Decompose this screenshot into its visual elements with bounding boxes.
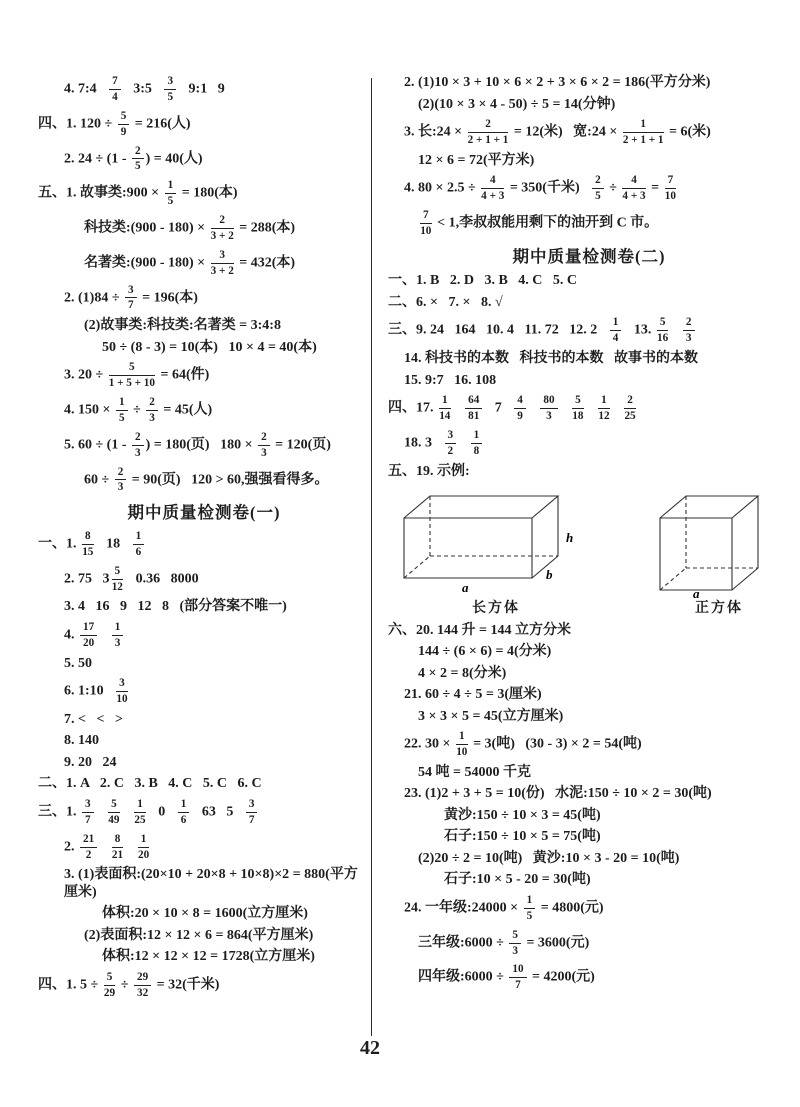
math-text: 体积:12 × 12 × 12 = 1728(立方厘米) [102,949,315,965]
math-text: 8. 140 [64,733,99,749]
fraction: $\frac{4}{4 + 3}$ [481,174,505,203]
math-text: 54 吨 = 54000 千克 [418,764,531,780]
fraction: $\frac{1}{10}$ [456,730,468,758]
math-text [96,804,107,819]
cuboid-label-b: b [546,567,553,583]
fraction: $\frac{2}{3}$ [258,431,270,460]
fraction: $\frac{1}{5}$ [165,179,177,208]
math-text [586,401,597,416]
math-text: = 12(米) 宽:24 × [510,124,621,140]
answer-line [38,598,370,616]
fraction: $\frac{4}{4 + 3}$ [622,174,646,203]
math-text: 3. 长:24 × [404,124,466,140]
math-text: 一、1. B 2. D 3. B 4. C 5. C [388,273,578,289]
fraction: $\frac{1}{25}$ [134,797,146,826]
math-text [122,804,133,819]
math-text: 四、1. 5 ÷ [38,977,102,993]
math-text: 石子:10 × 5 - 20 = 30(吨) [444,872,591,888]
cuboid-drawing [396,486,596,598]
fraction: $\frac{3}{7}$ [246,798,258,827]
math-text: = [647,180,663,196]
math-text: 15. 9:7 16. 108 [404,372,497,388]
math-text: 0.36 8000 [125,571,199,587]
math-text [125,839,136,854]
math-text [99,627,110,642]
math-text: 60 ÷ [84,472,113,488]
math-text: 5. 50 [64,655,92,671]
math-text: 五、19. 示例: [388,463,470,479]
math-text: = 196(本) [138,290,198,306]
answer-line [38,797,370,828]
answer-line [38,144,370,175]
math-text: = 350(千米) [506,180,591,196]
math-text: (2)故事类:科技类:名著类 = 3:4:8 [84,318,281,334]
math-text: 9:1 9 [178,81,225,97]
fraction: $\frac{5}{12}$ [111,564,123,593]
answer-line [38,948,370,966]
math-text [612,401,623,416]
math-text: ÷ [129,402,145,418]
answer-line [38,775,370,793]
fraction: $\frac{8}{15}$ [82,529,94,558]
fraction: $\frac{80}{3}$ [540,394,557,423]
answer-line [388,962,790,993]
answer-line [38,866,370,901]
answer-line [388,850,790,868]
fraction: $\frac{2}{3}$ [115,466,127,495]
answer-line [38,109,370,140]
fraction: $\frac{1}{3}$ [112,621,124,650]
math-text: = 6(米) [665,124,711,140]
fraction: $\frac{1}{5}$ [524,894,536,923]
fraction: $\frac{7}{10}$ [664,174,676,203]
answer-line [388,117,790,148]
math-text: 石子:150 ÷ 10 × 5 = 75(吨) [444,829,601,845]
math-text: = 180(本) [178,185,238,201]
math-text: 三、9. 24 164 10. 4 11. 72 12. 2 [388,322,608,338]
fraction: $\frac{1}{14}$ [439,394,451,422]
answer-line [38,74,370,105]
fraction: $\frac{2}{3 + 2}$ [210,214,234,242]
fraction: $\frac{2}{5}$ [132,145,144,174]
math-text: = 3(吨) (30 - 3) × 2 = 54(吨) [469,736,642,752]
fraction: $\frac{7}{10}$ [420,209,432,237]
math-text: 3. 20 ÷ [64,367,107,383]
fraction: $\frac{29}{32}$ [134,971,151,1000]
answer-line [388,928,790,959]
answer-line [388,96,790,114]
cube-figure [654,486,784,618]
math-text: 2. 75 3 [64,571,110,587]
answer-line [388,393,790,424]
answer-line [388,622,790,640]
answer-line [388,372,790,390]
answer-line [388,152,790,170]
math-text: (2)(10 × 3 × 4 - 50) ÷ 5 = 14(分钟) [418,96,616,112]
fraction: $\frac{3}{2}$ [445,429,457,458]
answer-line [388,871,790,889]
math-text: 4. 150 × [64,402,114,418]
answer-line [38,529,370,560]
math-text: (2)表面积:12 × 12 × 6 = 864(平方厘米) [84,927,314,943]
fraction: $\frac{1}{2 + 1 + 1}$ [622,118,664,146]
answer-line [388,74,790,92]
answer-line [388,729,790,760]
math-text [560,401,571,416]
math-text: = 45(人) [159,402,213,418]
answer-line [388,643,790,661]
solid-figures [396,486,790,618]
math-text: 一、1. [38,536,80,552]
fraction: $\frac{5}{9}$ [118,110,130,139]
fraction: $\frac{1}{12}$ [598,394,610,422]
math-text [453,401,464,416]
answer-line [38,732,370,750]
math-text: 50 ÷ (8 - 3) = 10(本) 10 × 4 = 40(本) [102,339,317,355]
column-divider [371,78,372,1036]
math-text: 四年级:6000 ÷ [418,969,508,985]
answer-line [38,213,370,244]
cube-caption: 正方体 [695,601,743,617]
math-text: 二、1. A 2. C 3. B 4. C 5. C 6. C [38,776,262,792]
math-text: 23. (1)2 + 3 + 5 = 10(份) 水泥:150 ÷ 10 × 2 = 30(吨) [404,786,712,802]
math-text: = 4800(元) [537,900,604,916]
math-text: 144 ÷ (6 × 6) = 4(分米) [418,644,552,660]
math-text [99,839,110,854]
math-text [528,401,539,416]
math-text: 3:5 [122,81,163,97]
answer-line [388,764,790,782]
math-text: 三、1. [38,804,80,820]
math-text: = 432(本) [235,255,296,271]
answer-line [38,248,370,279]
math-text: 4. [64,627,78,643]
math-text: = 4200(元) [528,969,595,985]
section-heading: 期中质量检测卷(二) [512,246,666,266]
math-text: 12 × 6 = 72(平方米) [418,152,535,168]
math-text: 3. 4 16 9 12 8 (部分答案不唯一) [64,599,287,615]
answer-line [388,785,790,803]
answer-line [388,315,790,346]
math-text: 24. 一年级:24000 × [404,900,522,916]
fraction: $\frac{7}{4}$ [109,75,121,104]
answer-line [388,665,790,683]
fraction: $\frac{3}{3 + 2}$ [210,248,234,277]
fraction: $\frac{10}{7}$ [509,963,526,992]
answer-line [388,828,790,846]
math-text: 63 5 [191,804,244,820]
math-text: 2. (1)84 ÷ [64,290,124,306]
math-text: 2. (1)10 × 3 + 10 × 6 × 2 + 3 × 6 × 2 = 186(平方分米) [404,75,711,90]
fraction: $\frac{8}{21}$ [111,832,124,861]
math-text: 2. [64,839,78,855]
math-text: 7 [484,400,513,416]
math-text: = 3600(元) [522,935,590,951]
fraction: $\frac{2}{25}$ [624,394,636,422]
math-text: 6. 1:10 [64,683,115,699]
cuboid-caption: 长方体 [472,601,520,617]
math-text: 14. 科技书的本数 科技书的本数 故事书的本数 [404,351,698,367]
answer-line [388,686,790,704]
fraction: $\frac{1}{4}$ [610,316,622,345]
fraction: $\frac{3}{7}$ [125,284,137,313]
fraction: $\frac{2}{3}$ [146,396,158,425]
fraction: $\frac{1}{6}$ [133,530,145,559]
math-text: 22. 30 × [404,736,454,752]
fraction: $\frac{1}{20}$ [137,832,150,861]
math-text: = 288(本) [235,220,296,236]
math-text: ) = 180(页) 180 × [145,437,257,453]
fraction: $\frac{2}{2 + 1 + 1}$ [467,118,509,146]
answer-line [38,395,370,426]
math-text: 科技类:(900 - 180) × [84,220,209,236]
answer-line [38,754,370,772]
answer-line [38,339,370,357]
right-column [388,70,790,997]
answer-line [388,208,790,239]
cuboid-figure [396,486,596,618]
math-text: 二、6. × 7. × 8. √ [388,294,503,310]
answer-line [388,708,790,726]
math-text: 4. 80 × 2.5 ÷ [404,180,480,196]
answer-line [38,317,370,335]
math-text: < 1,李叔叔能用剩下的油开到 C 市。 [433,215,659,231]
math-text: 4 × 2 = 8(分米) [418,665,507,681]
answer-line [388,350,790,368]
math-text: ÷ [605,180,621,196]
math-text: 9. 20 24 [64,754,117,770]
math-text: 六、20. 144 升 = 144 立方分米 [388,622,571,638]
fraction: $\frac{5}{18}$ [572,394,584,422]
math-text: = 64(件) [157,367,210,383]
fraction: $\frac{4}{9}$ [514,394,526,423]
math-text: = 120(页) [271,437,331,453]
fraction: $\frac{3}{10}$ [116,677,128,705]
math-text: 13. [623,322,655,338]
answer-line [388,272,790,290]
answer-line [38,711,370,729]
answer-line [388,893,790,924]
answer-line [388,463,790,481]
fraction: $\frac{3}{5}$ [164,75,176,104]
math-text: 2. 24 ÷ (1 - [64,151,131,167]
math-text: 5. 60 ÷ (1 - [64,437,131,453]
answer-line [38,655,370,673]
math-text: = 90(页) 120 > 60,强强看得多。 [128,472,329,488]
math-text: = 32(千米) [153,977,220,993]
math-text: 18. 3 [404,435,443,451]
math-text: (2)20 ÷ 2 = 10(吨) 黄沙:10 × 3 - 20 = 10(吨) [418,850,680,866]
math-text: 体积:20 × 10 × 8 = 1600(立方厘米) [102,906,308,922]
answer-line [38,564,370,595]
answer-line [38,676,370,707]
left-column [38,70,370,1005]
math-text: 18 [95,536,131,552]
fraction: $\frac{21}{2}$ [80,833,97,862]
fraction: $\frac{2}{3}$ [683,316,695,345]
math-text: 3. (1)表面积:(20×10 + 20×8 + 10×8)×2 = 880(平方厘米) [64,867,358,900]
fraction: $\frac{5}{49}$ [108,797,120,826]
math-text [670,323,681,338]
math-text: 4. 7:4 [64,81,108,97]
answer-line [388,294,790,312]
math-text: 五、1. 故事类:900 × [38,185,163,201]
cuboid-label-h: h [566,530,574,546]
math-text: 名著类:(900 - 180) × [84,255,209,271]
fraction: $\frac{5}{16}$ [657,316,669,345]
answer-line [38,970,370,1001]
fraction: $\frac{5}{29}$ [103,970,116,999]
fraction: $\frac{2}{3}$ [132,431,144,460]
answer-line [38,832,370,863]
math-text: ) = 40(人) [145,151,203,167]
math-text: = 216(人) [131,116,191,132]
answer-line [38,360,370,391]
fraction: $\frac{5}{1 + 5 + 10}$ [108,361,155,390]
math-text: 四、1. 120 ÷ [38,116,116,132]
fraction: $\frac{17}{20}$ [80,621,97,650]
section-heading: 期中质量检测卷(一) [127,503,281,523]
fraction: $\frac{1}{8}$ [471,429,483,458]
math-text: 7. < < > [64,711,123,727]
fraction: $\frac{64}{81}$ [465,394,482,423]
answer-line [38,178,370,209]
fraction: $\frac{1}{5}$ [116,396,128,425]
math-text: 三年级:6000 ÷ [418,935,508,951]
fraction: $\frac{5}{3}$ [509,929,521,958]
math-text: 0 [147,804,176,820]
math-text: 黄沙:150 ÷ 10 × 3 = 45(吨) [444,807,601,823]
answer-line [38,430,370,461]
math-text [458,435,469,450]
cube-label-a: a [693,586,700,599]
answer-line [388,807,790,825]
math-text: 21. 60 ÷ 4 ÷ 5 = 3(厘米) [404,687,542,703]
fraction: $\frac{1}{6}$ [178,798,190,827]
page-number: 42 [360,1037,380,1059]
math-text: 3 × 3 × 5 = 45(立方厘米) [418,708,564,724]
answer-line [38,905,370,923]
fraction: $\frac{3}{7}$ [82,798,94,827]
answer-line [388,428,790,459]
answer-line [388,173,790,204]
answer-line [38,283,370,314]
answer-line [38,927,370,945]
math-text: 四、17. [388,400,437,416]
cube-drawing [654,486,784,598]
cuboid-label-a: a [462,580,469,596]
math-text: ÷ [117,977,132,993]
fraction: $\frac{2}{5}$ [592,174,604,203]
answer-line [38,620,370,651]
answer-line [38,465,370,496]
